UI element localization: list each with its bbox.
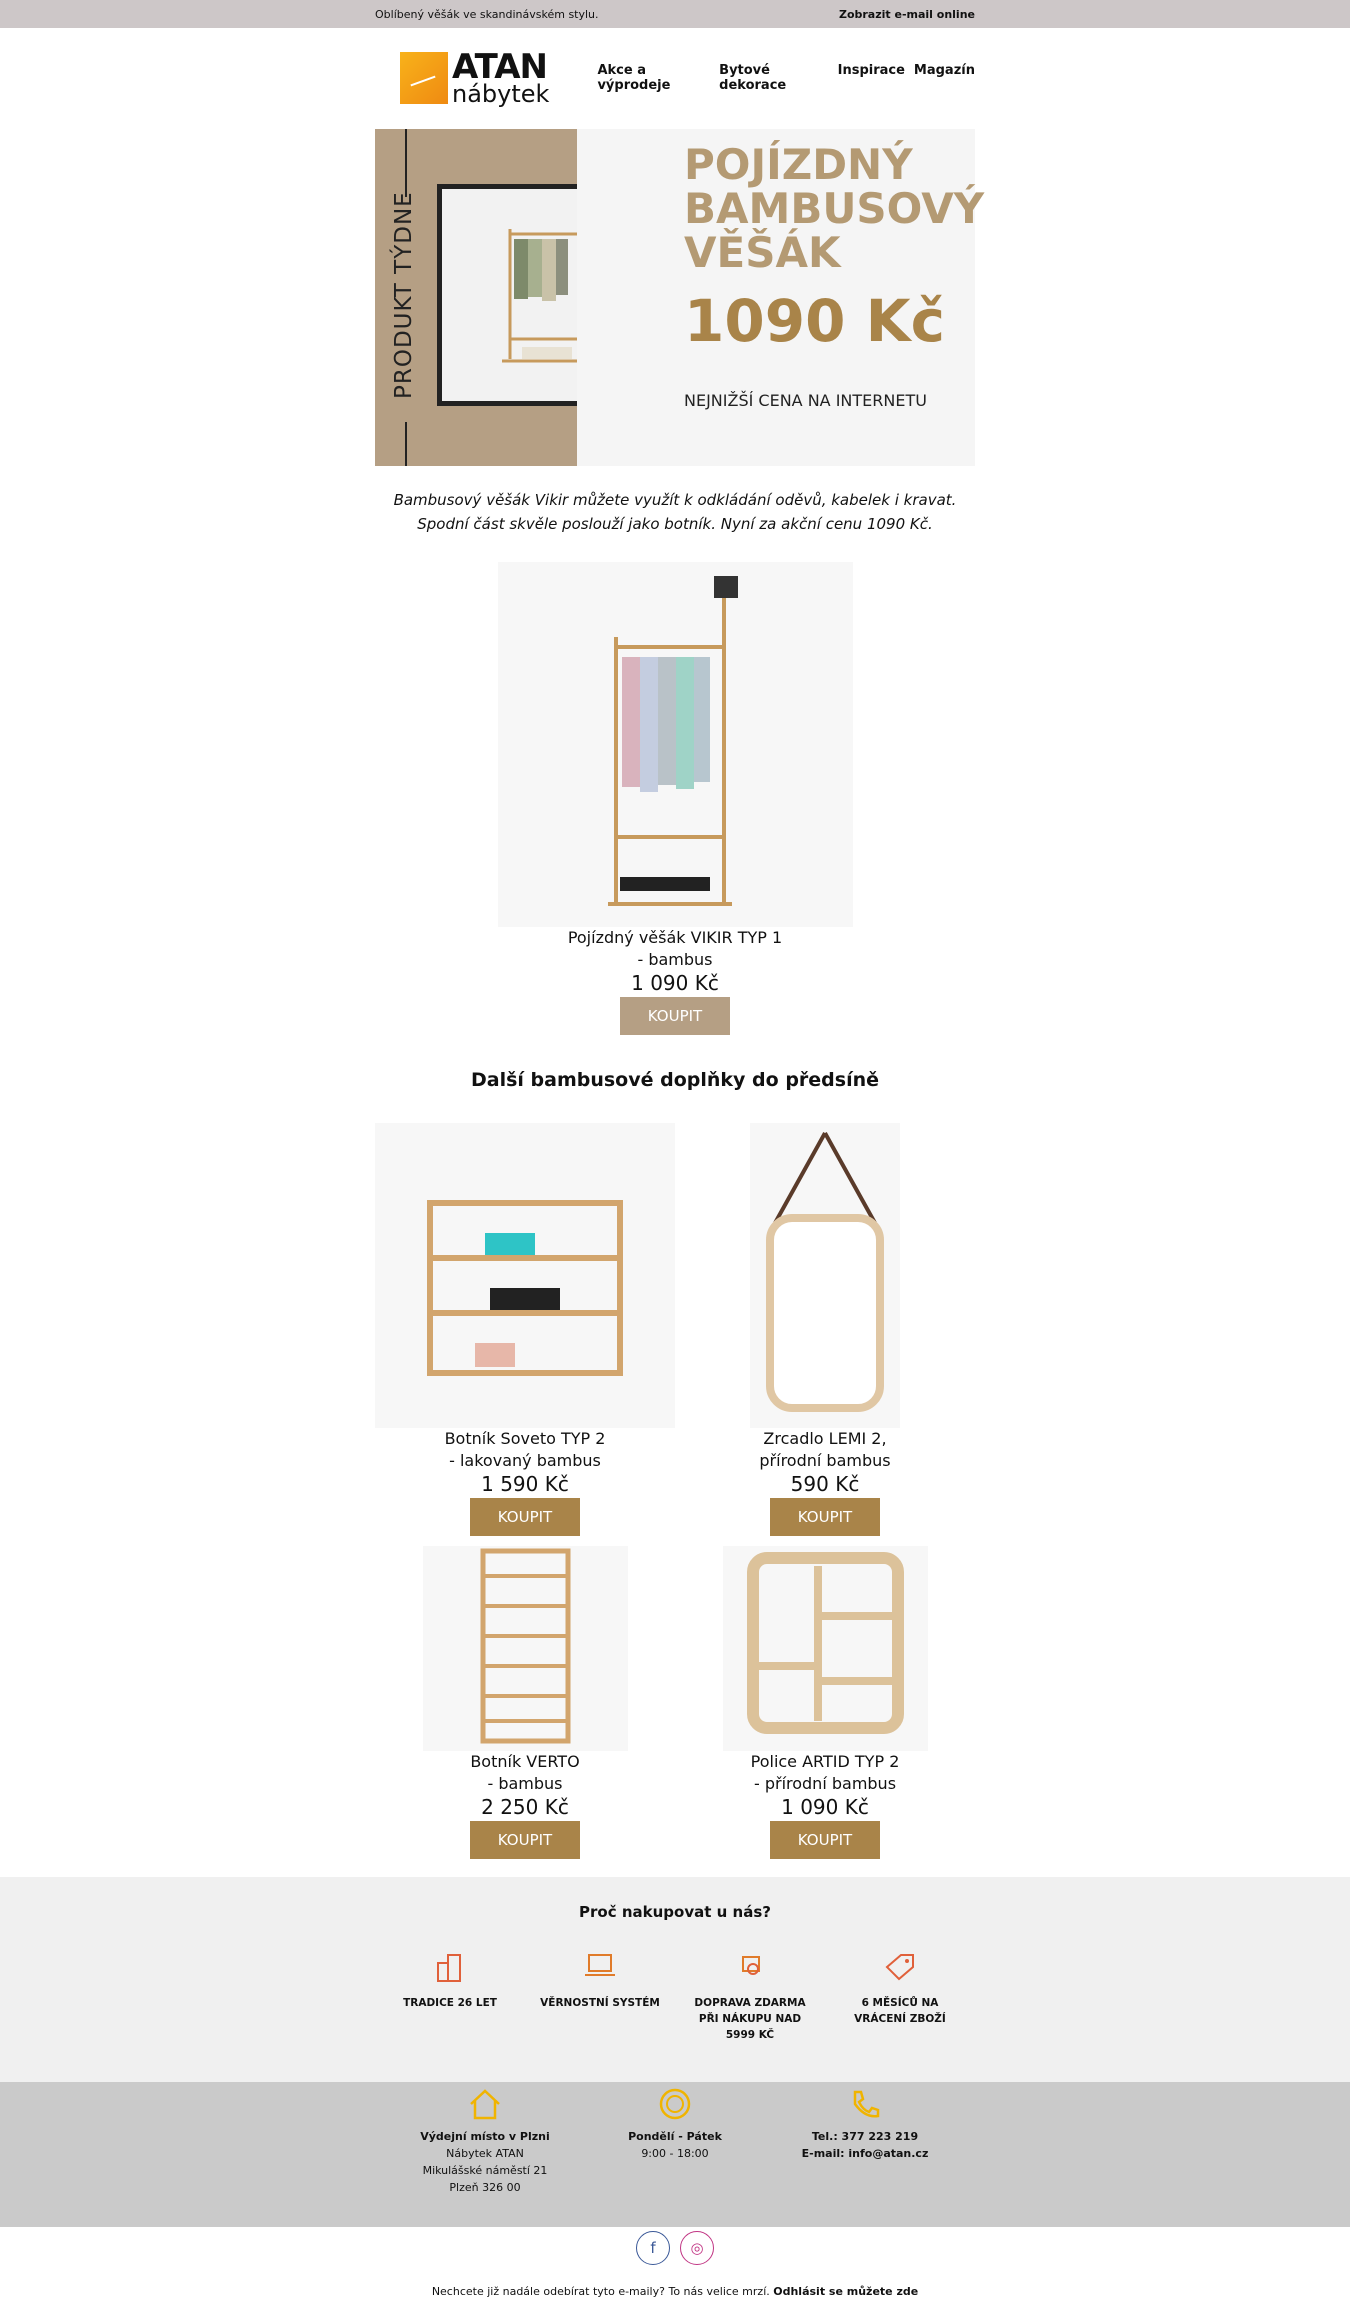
product-name-line: - bambus bbox=[487, 1774, 563, 1793]
product-price: 590 Kč bbox=[790, 1472, 860, 1496]
buy-button[interactable]: KOUPIT bbox=[470, 1821, 580, 1859]
why-item-free-delivery bbox=[675, 1949, 825, 2043]
product-name[interactable] bbox=[375, 1428, 675, 1472]
why-item-tradition bbox=[375, 1949, 525, 2043]
hero-buy-button[interactable]: KOUPIT bbox=[620, 997, 730, 1035]
product-card bbox=[675, 1123, 975, 1536]
product-name-line: přírodní bambus bbox=[759, 1451, 891, 1470]
why-text: 5999 KČ bbox=[725, 2029, 775, 2041]
product-name-line: - přírodní bambus bbox=[753, 1774, 897, 1793]
product-name-line: - bambus bbox=[637, 950, 713, 969]
banner-side-label: PRODUKT TÝDNE bbox=[391, 191, 417, 399]
product-price: 1 090 Kč bbox=[781, 1795, 869, 1819]
product-name-line: Pojízdný věšák VIKIR TYP 1 bbox=[567, 928, 783, 947]
view-online-link[interactable]: Zobrazit e-mail online bbox=[838, 7, 975, 21]
tagline: Oblíbený věšák ve skandinávském stylu. bbox=[375, 7, 599, 21]
banner-title-line: VĚŠÁK bbox=[684, 228, 841, 277]
hours-title: Pondělí - Pátek bbox=[628, 2130, 722, 2143]
intro-line: Bambusový věšák Vikir můžete využít k odkládání oděvů, kabelek i kravat. bbox=[393, 491, 957, 509]
product-price: 2 250 Kč bbox=[481, 1795, 569, 1819]
product-image-tall-shoe-rack[interactable] bbox=[423, 1546, 628, 1751]
product-name[interactable] bbox=[675, 1751, 975, 1795]
home-icon bbox=[467, 2086, 503, 2122]
tags-icon bbox=[883, 1949, 917, 1983]
contact-email[interactable]: E-mail: info@atan.cz bbox=[801, 2147, 929, 2160]
phone-icon bbox=[847, 2086, 883, 2122]
logo-brand: ATAN bbox=[452, 47, 547, 87]
section-title: Další bambusové doplňky do předsíně bbox=[470, 1069, 880, 1091]
laptop-icon bbox=[583, 1949, 617, 1983]
pickup-line: Nábytek ATAN bbox=[446, 2147, 524, 2160]
product-name-line: Botník VERTO bbox=[470, 1752, 580, 1771]
product-name-line: Zrcadlo LEMI 2, bbox=[763, 1429, 887, 1448]
clock-icon bbox=[657, 2086, 693, 2122]
unsubscribe-link[interactable]: Odhlásit se můžete zde bbox=[773, 2285, 919, 2298]
facebook-icon[interactable]: f bbox=[636, 2231, 670, 2265]
banner-title-line: POJÍZDNÝ bbox=[684, 140, 913, 189]
buy-button[interactable]: KOUPIT bbox=[470, 1498, 580, 1536]
logo-sub: nábytek bbox=[452, 80, 550, 108]
product-name-line: Police ARTID TYP 2 bbox=[750, 1752, 900, 1771]
why-shop-section bbox=[0, 1877, 1350, 2082]
buildings-icon bbox=[433, 1949, 467, 1983]
intro-line: Spodní část skvěle poslouží jako botník. Nyní za akční cenu 1090 Kč. bbox=[417, 515, 933, 533]
product-price: 1 590 Kč bbox=[481, 1472, 569, 1496]
product-card bbox=[675, 1546, 975, 1859]
product-card bbox=[375, 1546, 675, 1859]
logo[interactable] bbox=[400, 47, 550, 108]
why-text: TRADICE 26 LET bbox=[403, 1997, 497, 2009]
banner-title-line: BAMBUSOVÝ bbox=[684, 184, 985, 233]
why-text: PŘI NÁKUPU NAD bbox=[698, 2013, 802, 2025]
product-image-shelf[interactable] bbox=[723, 1546, 928, 1751]
pickup-title: Výdejní místo v Plzni bbox=[420, 2130, 550, 2143]
banner-line-bottom bbox=[405, 422, 407, 466]
header bbox=[0, 28, 1350, 128]
unsubscribe-text: Nechcete již nadále odebírat tyto e-maily? To nás velice mrzí. bbox=[431, 2285, 774, 2298]
buy-button[interactable]: KOUPIT bbox=[770, 1498, 880, 1536]
product-name[interactable] bbox=[675, 1428, 975, 1472]
product-card bbox=[375, 1123, 675, 1536]
pickup-line: Plzeň 326 00 bbox=[449, 2181, 521, 2194]
why-title: Proč nakupovat u nás? bbox=[579, 1903, 771, 1921]
hours-line: 9:00 - 18:00 bbox=[641, 2147, 709, 2160]
contact-phone[interactable]: Tel.: 377 223 219 bbox=[811, 2130, 919, 2143]
product-image-shoe-rack[interactable] bbox=[375, 1123, 675, 1428]
why-text: VRÁCENÍ ZBOŽÍ bbox=[854, 2013, 946, 2025]
why-item-returns bbox=[825, 1949, 975, 2043]
top-bar bbox=[0, 0, 1350, 28]
unsubscribe bbox=[0, 2285, 1350, 2298]
social-links bbox=[0, 2231, 1350, 2265]
hero-product-price: 1 090 Kč bbox=[631, 971, 719, 995]
product-of-week-banner[interactable] bbox=[375, 129, 985, 466]
product-grid bbox=[375, 1123, 975, 1869]
nav-sale[interactable]: Akce a výprodeje bbox=[597, 63, 671, 93]
opening-hours bbox=[590, 2086, 760, 2196]
nav-magazine[interactable]: Magazín bbox=[913, 63, 975, 78]
contact-info bbox=[780, 2086, 950, 2196]
main-nav bbox=[597, 63, 975, 93]
instagram-icon[interactable]: ◎ bbox=[680, 2231, 714, 2265]
why-text: VĚRNOSTNÍ SYSTÉM bbox=[540, 1997, 660, 2009]
buy-button[interactable]: KOUPIT bbox=[770, 1821, 880, 1859]
nav-decor[interactable]: Bytové dekorace bbox=[719, 63, 787, 93]
banner-line-top bbox=[405, 129, 407, 197]
hero-product-name[interactable] bbox=[375, 927, 975, 971]
why-text: 6 MĚSÍCŮ NA bbox=[861, 1997, 939, 2009]
pickup-line: Mikulášské náměstí 21 bbox=[422, 2164, 548, 2177]
why-text: DOPRAVA ZDARMA bbox=[694, 1997, 806, 2009]
hero-product-image[interactable] bbox=[498, 562, 853, 927]
product-name-line: - lakovaný bambus bbox=[449, 1451, 601, 1470]
why-item-loyalty bbox=[525, 1949, 675, 2043]
intro-text bbox=[375, 488, 975, 536]
banner-price: 1090 Kč bbox=[684, 287, 945, 355]
product-image-mirror[interactable] bbox=[750, 1123, 900, 1428]
nav-inspiration[interactable]: Inspirace bbox=[837, 63, 905, 78]
delivery-icon bbox=[733, 1949, 767, 1983]
pickup-point bbox=[400, 2086, 570, 2196]
product-name-line: Botník Soveto TYP 2 bbox=[444, 1429, 606, 1448]
logo-mark-icon bbox=[400, 52, 448, 104]
banner-subtitle: NEJNIŽŠÍ CENA NA INTERNETU bbox=[684, 391, 927, 410]
footer-contacts bbox=[0, 2082, 1350, 2227]
banner-title bbox=[684, 140, 985, 277]
product-name[interactable] bbox=[375, 1751, 675, 1795]
